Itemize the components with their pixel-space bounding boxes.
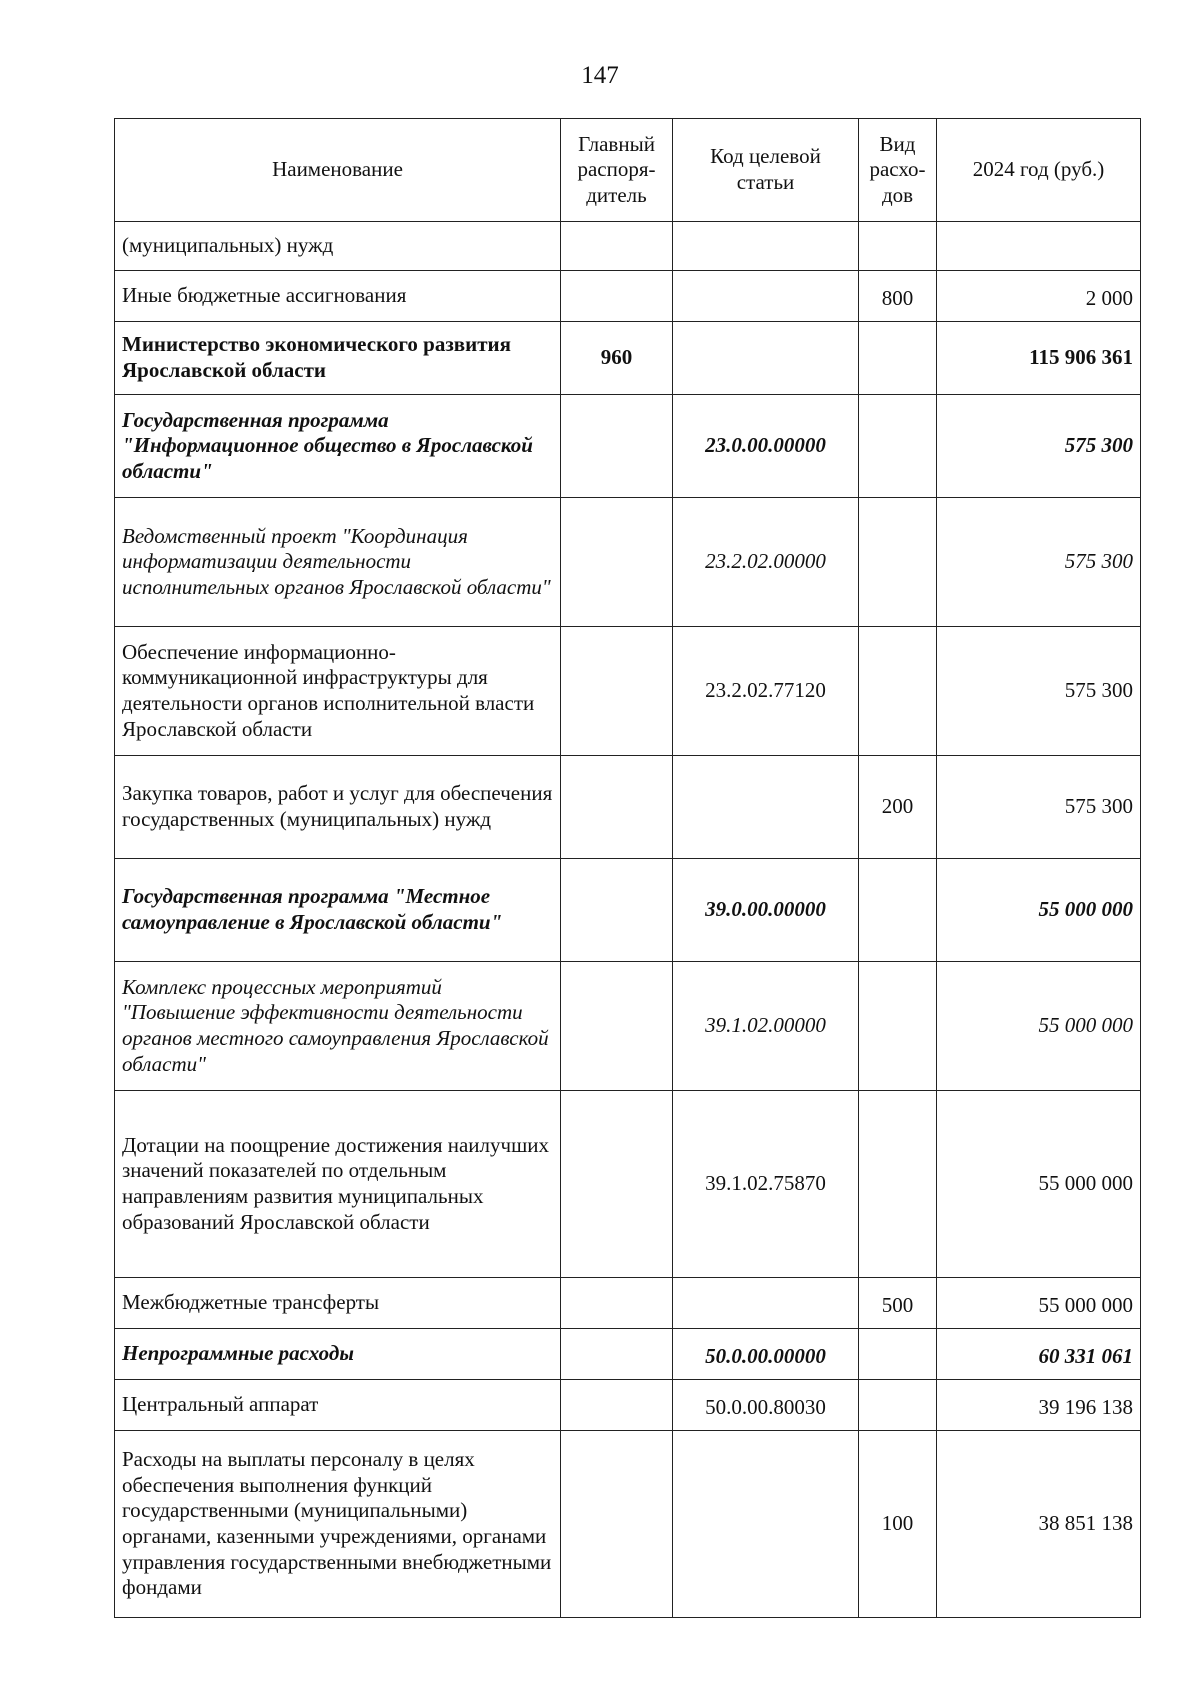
row-kind [859, 498, 937, 627]
row-kind [859, 1091, 937, 1278]
row-admin [561, 395, 673, 498]
row-name: Межбюджетные трансферты [115, 1278, 561, 1329]
row-admin [561, 1329, 673, 1380]
row-code [673, 322, 859, 395]
row-kind: 100 [859, 1431, 937, 1618]
row-name: Центральный аппарат [115, 1380, 561, 1431]
row-sum: 575 300 [937, 395, 1141, 498]
row-code: 39.0.00.00000 [673, 859, 859, 962]
row-kind: 500 [859, 1278, 937, 1329]
row-name: Закупка товаров, работ и услуг для обеспечения государственных (муниципальных) нужд [115, 756, 561, 859]
row-code: 23.2.02.00000 [673, 498, 859, 627]
table-row [115, 756, 1141, 859]
table-row [115, 1091, 1141, 1278]
row-name: Иные бюджетные ассигнования [115, 271, 561, 322]
row-kind [859, 1380, 937, 1431]
row-code: 23.2.02.77120 [673, 627, 859, 756]
row-admin [561, 627, 673, 756]
table-header-row [115, 119, 1141, 222]
table-row [115, 271, 1141, 322]
row-kind [859, 627, 937, 756]
table-row [115, 1278, 1141, 1329]
row-admin [561, 962, 673, 1091]
row-admin [561, 1380, 673, 1431]
row-admin: 960 [561, 322, 673, 395]
table-row [115, 322, 1141, 395]
table-row [115, 222, 1141, 271]
row-kind [859, 395, 937, 498]
row-sum: 115 906 361 [937, 322, 1141, 395]
row-admin [561, 756, 673, 859]
row-sum: 55 000 000 [937, 1278, 1141, 1329]
row-sum: 55 000 000 [937, 962, 1141, 1091]
row-name: Ведомственный проект "Координация информатизации деятельности исполнительных органов Ярославской области" [115, 498, 561, 627]
row-admin [561, 1278, 673, 1329]
row-name: Непрограммные расходы [115, 1329, 561, 1380]
row-admin [561, 498, 673, 627]
row-code: 23.0.00.00000 [673, 395, 859, 498]
row-kind [859, 859, 937, 962]
budget-table [114, 118, 1141, 1618]
row-admin [561, 859, 673, 962]
table-row [115, 627, 1141, 756]
row-code: 39.1.02.00000 [673, 962, 859, 1091]
row-kind [859, 1329, 937, 1380]
row-kind [859, 962, 937, 1091]
row-code [673, 271, 859, 322]
page-number: 147 [581, 62, 619, 89]
header-name: Наименование [115, 119, 561, 222]
header-kind: Вид расхо-дов [859, 119, 937, 222]
row-sum: 575 300 [937, 627, 1141, 756]
row-sum: 39 196 138 [937, 1380, 1141, 1431]
row-code [673, 222, 859, 271]
row-sum: 38 851 138 [937, 1431, 1141, 1618]
row-kind: 800 [859, 271, 937, 322]
row-admin [561, 1431, 673, 1618]
row-name: (муниципальных) нужд [115, 222, 561, 271]
row-sum: 575 300 [937, 756, 1141, 859]
row-name: Дотации на поощрение достижения наилучших значений показателей по отдельным направлениям развития муниципальных образований Ярославской области [115, 1091, 561, 1278]
header-code: Код целевой статьи [673, 119, 859, 222]
header-sum: 2024 год (руб.) [937, 119, 1141, 222]
row-code [673, 1278, 859, 1329]
row-code [673, 756, 859, 859]
row-sum: 575 300 [937, 498, 1141, 627]
row-admin [561, 271, 673, 322]
table-row [115, 395, 1141, 498]
row-sum: 55 000 000 [937, 1091, 1141, 1278]
table-row [115, 1380, 1141, 1431]
row-admin [561, 1091, 673, 1278]
row-kind [859, 322, 937, 395]
row-name: Комплекс процессных мероприятий "Повышение эффективности деятельности органов местного самоуправления Ярославской области" [115, 962, 561, 1091]
table-row [115, 1329, 1141, 1380]
row-kind [859, 222, 937, 271]
row-sum: 55 000 000 [937, 859, 1141, 962]
header-admin: Главный распоря-дитель [561, 119, 673, 222]
row-name: Расходы на выплаты персоналу в целях обеспечения выполнения функций государственными (муниципальными) органами, казенными учреждениями, органами управления государственными внебюджетными фондами [115, 1431, 561, 1618]
row-sum: 60 331 061 [937, 1329, 1141, 1380]
row-name: Государственная программа "Информационное общество в Ярославской области" [115, 395, 561, 498]
row-admin [561, 222, 673, 271]
row-name: Министерство экономического развития Ярославской области [115, 322, 561, 395]
table-row [115, 498, 1141, 627]
row-name: Государственная программа "Местное самоуправление в Ярославской области" [115, 859, 561, 962]
table-row [115, 859, 1141, 962]
table-row [115, 962, 1141, 1091]
table-row [115, 1431, 1141, 1618]
row-code: 50.0.00.80030 [673, 1380, 859, 1431]
row-code [673, 1431, 859, 1618]
row-kind: 200 [859, 756, 937, 859]
row-sum [937, 222, 1141, 271]
row-code: 50.0.00.00000 [673, 1329, 859, 1380]
row-name: Обеспечение информационно-коммуникационной инфраструктуры для деятельности органов исполнительной власти Ярославской области [115, 627, 561, 756]
row-code: 39.1.02.75870 [673, 1091, 859, 1278]
row-sum: 2 000 [937, 271, 1141, 322]
